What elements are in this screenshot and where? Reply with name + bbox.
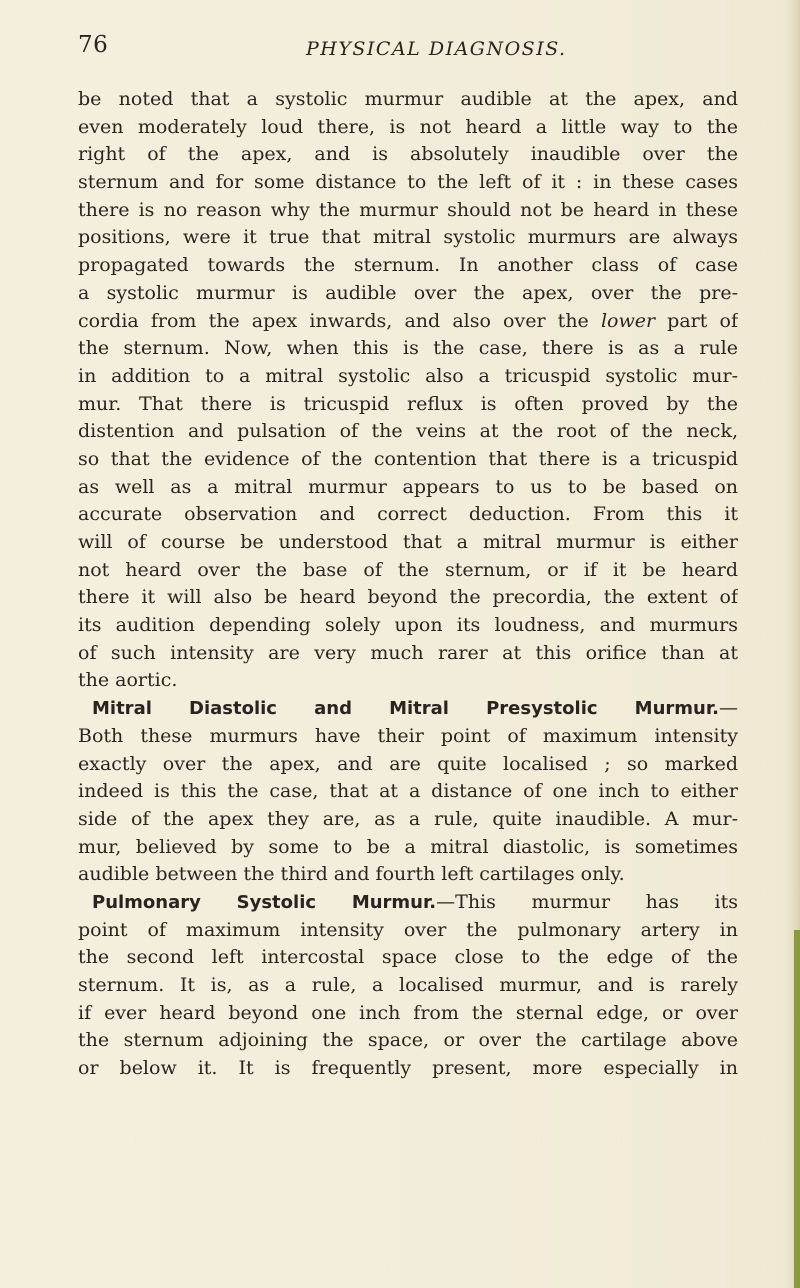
- text-line: not heard over the base of the sternum, or if it be heard: [78, 558, 738, 581]
- text-line: the aortic.: [78, 669, 178, 692]
- text-line: or below it. It is frequently present, more especially in: [78, 1057, 738, 1080]
- text-fragment: —: [719, 697, 738, 720]
- body-text: [78, 86, 738, 1083]
- text-line: be noted that a systolic murmur audible at the apex, and: [78, 88, 738, 110]
- text-line: so that the evidence of the contention that there is a tricuspid: [78, 447, 738, 470]
- section-heading: Pulmonary Systolic Murmur.: [92, 891, 437, 913]
- text-line: mur. That there is tricuspid reflux is often proved by the: [78, 392, 738, 415]
- page-number: 76: [78, 32, 109, 58]
- text-line: there it will also be heard beyond the precordia, the extent of: [78, 586, 738, 609]
- text-fragment: —This murmur has its: [436, 890, 738, 913]
- section-heading-line: [78, 695, 738, 723]
- text-line: a systolic murmur is audible over the apex, over the pre-: [78, 281, 738, 304]
- text-line: accurate observation and correct deduction. From this it: [78, 503, 738, 526]
- text-line: the sternum adjoining the space, or over the cartilage above: [78, 1029, 738, 1052]
- text-line: sternum and for some distance to the left of it : in these cases: [78, 171, 738, 194]
- text-line: will of course be understood that a mitral murmur is either: [78, 531, 738, 553]
- page-header: [78, 32, 738, 72]
- text-line: [78, 308, 738, 336]
- italic-word: lower: [600, 309, 656, 332]
- section-heading: Mitral Diastolic and Mitral Presystolic Murmur.: [92, 698, 719, 720]
- text-line: if ever heard beyond one inch from the sternal edge, or over: [78, 1001, 738, 1024]
- text-line: sternum. It is, as a rule, a localised murmur, and is rarely: [78, 974, 738, 996]
- text-line: side of the apex they are, as a rule, quite inaudible. A mur-: [78, 807, 738, 830]
- text-line: right of the apex, and is absolutely inaudible over the: [78, 143, 738, 166]
- text-line: there is no reason why the murmur should not be heard in these: [78, 198, 738, 221]
- text-line: even moderately loud there, is not heard a little way to the: [78, 115, 738, 138]
- section-heading-line: [78, 889, 738, 917]
- text-line: distention and pulsation of the veins at the root of the neck,: [78, 420, 738, 443]
- text-line: propagated towards the sternum. In another class of case: [78, 254, 738, 277]
- text-line: in addition to a mitral systolic also a tricuspid systolic mur-: [78, 364, 738, 387]
- text-line: indeed is this the case, that at a distance of one inch to either: [78, 780, 738, 803]
- text-line: positions, were it true that mitral systolic murmurs are always: [78, 226, 738, 249]
- text-line: mur, believed by some to be a mitral diastolic, is sometimes: [78, 835, 738, 858]
- text-fragment: cordia from the apex inwards, and also over the: [78, 309, 601, 332]
- text-fragment: part of: [655, 309, 738, 332]
- text-line: as well as a mitral murmur appears to us to be based on: [78, 475, 738, 498]
- text-line: of such intensity are very much rarer at this orifice than at: [78, 641, 738, 664]
- text-line: the second left intercostal space close to the edge of the: [78, 946, 738, 969]
- text-line: Both these murmurs have their point of maximum intensity: [78, 724, 738, 747]
- page-edge-mark: [794, 930, 800, 1288]
- text-line: the sternum. Now, when this is the case, there is as a rule: [78, 337, 738, 360]
- text-line: exactly over the apex, and are quite localised ; so marked: [78, 752, 738, 775]
- text-line: its audition depending solely upon its loudness, and murmurs: [78, 614, 738, 637]
- text-line: audible between the third and fourth left cartilages only.: [78, 863, 625, 886]
- running-head: PHYSICAL DIAGNOSIS.: [306, 38, 567, 60]
- text-line: point of maximum intensity over the pulmonary artery in: [78, 918, 738, 941]
